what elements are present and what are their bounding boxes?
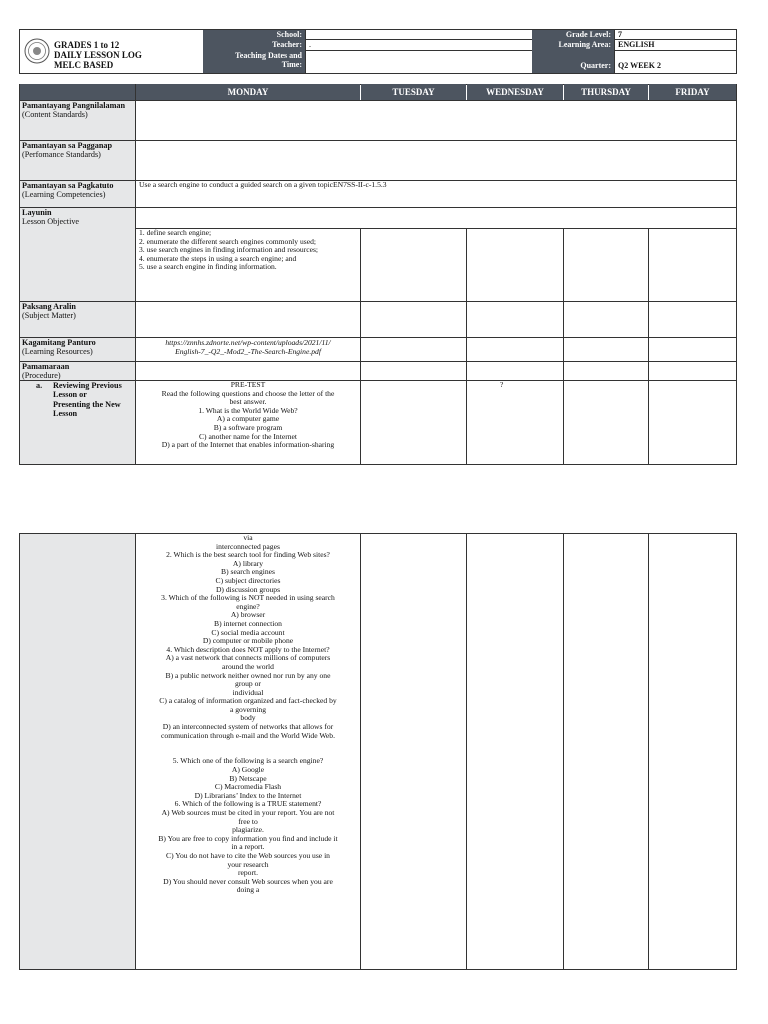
objective-label	[22, 208, 134, 227]
column-divider	[563, 229, 564, 465]
day-header-tuesday: TUESDAY	[361, 84, 466, 100]
resources-subtitle: (Learning Resources)	[22, 347, 93, 357]
pretest-line: individual	[232, 687, 264, 697]
column-divider	[648, 229, 649, 465]
school-label: School:	[203, 30, 305, 40]
pretest-line: 5. Which one of the following is a search engine?	[172, 756, 324, 766]
pretest-line: around the world	[222, 661, 274, 671]
reviewing-letter: a.	[36, 381, 43, 390]
left-column-shading-2	[20, 534, 135, 969]
day-header-wednesday: WEDNESDAY	[467, 84, 563, 100]
subject-matter-title: Paksang Aralin	[22, 302, 76, 311]
pretest-line: A) browser	[230, 610, 266, 620]
pretest-line: B) internet connection	[214, 618, 282, 628]
pretest-line: body	[240, 713, 256, 723]
objective-item: 1. define search engine;	[139, 228, 212, 237]
objective-item: 4. enumerate the steps in using a search engine; and	[139, 253, 297, 263]
pretest-line: B) search engines	[221, 567, 275, 577]
day-header-monday: MONDAY	[136, 84, 360, 100]
pretest-line: a governing	[229, 704, 267, 714]
pretest-page-1	[137, 381, 359, 450]
column-divider	[466, 229, 467, 465]
pretest-line: B) Netscape	[229, 773, 267, 783]
reviewing-title-line-1: Reviewing Previous	[53, 381, 122, 390]
resources-label	[22, 338, 134, 357]
pretest-line: B) a software program	[213, 422, 283, 432]
pretest-line: A) a vast network that connects millions of computers	[165, 653, 331, 663]
column-divider	[360, 229, 361, 465]
pretest-line: interconnected pages	[216, 541, 280, 551]
content-standards-label	[22, 101, 134, 120]
reviewing-title-line-2: Lesson or	[53, 390, 87, 400]
objective-title: Layunin	[22, 208, 52, 217]
pretest-line: in a report.	[231, 842, 265, 852]
pretest-line: plagiarize.	[232, 825, 264, 835]
pretest-line: best answer.	[229, 397, 267, 407]
grade-level-label: Grade Level:	[532, 30, 614, 40]
column-divider	[563, 533, 564, 970]
pretest-line: your research	[227, 859, 269, 869]
pretest-line: D) You should never consult Web sources when you are	[163, 876, 333, 886]
pretest-line: 4. Which description does NOT apply to the Internet?	[166, 644, 330, 654]
pretest-line: Read the following questions and choose the letter of the	[161, 388, 335, 398]
resources-title: Kagamitang Panturo	[22, 338, 96, 347]
competency-monday-text: Use a search engine to conduct a guided search on a given topicEN7SS-II-c-1.5.3	[139, 180, 387, 189]
objective-subtitle: Lesson Objective	[22, 217, 80, 227]
wednesday-reviewing-mark: ?	[500, 380, 504, 389]
procedure-title: Pamamaraan	[22, 362, 70, 371]
competencies-subtitle: (Learning Competencies)	[22, 190, 106, 200]
pretest-line: 3. Which of the following is NOT needed in using search	[161, 593, 335, 603]
header-title-line-2: DAILY LESSON LOG	[54, 50, 142, 60]
pretest-line: doing a	[236, 885, 260, 895]
pretest-line: 6. Which of the following is a TRUE statement?	[174, 799, 322, 809]
competencies-title: Pamantayan sa Pagkatuto	[22, 181, 114, 190]
day-header-friday: FRIDAY	[649, 84, 736, 100]
procedure-label	[22, 362, 134, 381]
column-divider	[135, 84, 136, 465]
performance-standards-subtitle: (Perfomance Standards)	[22, 150, 101, 160]
subject-matter-label	[22, 302, 134, 321]
resource-link-line-1[interactable]: https://znnhs.zdnorte.net/wp-content/uploads/2021/11/	[165, 338, 331, 347]
pretest-line: C) a catalog of information organized and fact-checked by	[159, 696, 337, 706]
school-value	[305, 30, 532, 40]
pretest-line: via	[243, 533, 253, 542]
pretest-line: C) You do not have to cite the Web sources you use in	[166, 850, 330, 860]
pretest-line: A) Google	[231, 765, 265, 775]
pretest-line: D) an interconnected system of networks that allows for	[162, 722, 334, 732]
quarter-label: Quarter:	[532, 51, 614, 73]
dll-header	[19, 29, 737, 74]
deped-seal-icon	[24, 38, 50, 64]
pretest-line: 2. Which is the best search tool for finding Web sites?	[166, 550, 330, 560]
objective-item: 3. use search engines in finding information and resources;	[139, 245, 319, 255]
grade-level-value: 7	[614, 30, 737, 40]
column-divider	[466, 533, 467, 970]
teacher-value: .	[305, 40, 532, 51]
learning-area-value: ENGLISH	[614, 40, 737, 51]
pretest-line: 1. What is the World Wide Web?	[198, 405, 298, 415]
dates-label-line-1: Teaching Dates and	[235, 51, 302, 60]
pretest-line: engine?	[236, 601, 260, 611]
column-divider	[360, 533, 361, 970]
subject-matter-subtitle: (Subject Matter)	[22, 311, 76, 321]
day-header-thursday: THURSDAY	[564, 84, 648, 100]
reviewing-title-line-4: Lesson	[53, 409, 78, 419]
pretest-line: D) computer or mobile phone	[202, 636, 294, 646]
pretest-line: D) Librarians’ Index to the Internet	[194, 790, 302, 800]
resource-link-line-2[interactable]: English-7_-Q2_-Mod2_-The-Search-Engine.pdf	[175, 346, 321, 356]
header-title-line-3: MELC BASED	[54, 60, 114, 70]
pretest-page-2	[137, 534, 359, 895]
pretest-line: B) a public network neither owned nor run by any one	[165, 670, 331, 680]
pretest-line: A) a computer game	[216, 414, 280, 424]
pretest-line: C) another name for the Internet	[198, 431, 298, 441]
pretest-line: communication through e-mail and the World Wide Web.	[161, 730, 335, 740]
resource-link[interactable]	[137, 339, 359, 356]
header-title-line-1: GRADES 1 to 12	[54, 40, 120, 50]
dates-label	[203, 51, 305, 73]
pretest-line: A) library	[232, 558, 264, 568]
pretest-line: C) Macromedia Flash	[214, 782, 282, 792]
dates-value	[305, 51, 532, 73]
dates-label-line-2: Time:	[281, 60, 302, 69]
quarter-value: Q2 WEEK 2	[614, 51, 737, 73]
content-standards-subtitle: (Content Standards)	[22, 110, 88, 120]
day-header-blank	[20, 84, 136, 100]
pretest-line: D) a part of the Internet that enables information-sharing	[161, 440, 335, 450]
objectives-list	[139, 229, 318, 272]
column-divider	[648, 533, 649, 970]
pretest-line: report.	[237, 868, 259, 878]
pretest-line: A) Web sources must be cited in your report. You are not	[161, 808, 335, 817]
pretest-line: group or	[235, 679, 261, 689]
learning-area-label: Learning Area:	[532, 40, 614, 51]
pretest-line: PRE-TEST	[230, 380, 266, 389]
pretest-line: D) discussion groups	[215, 584, 281, 594]
objective-item: 5. use a search engine in finding information.	[139, 262, 277, 272]
reviewing-label	[53, 381, 135, 419]
pretest-line: free to	[238, 816, 258, 826]
reviewing-title-line-3: Presenting the New	[53, 399, 121, 409]
performance-standards-title: Pamantayan sa Pagganap	[22, 141, 113, 150]
content-standards-title: Pamantayang Pangnilalaman	[22, 101, 126, 110]
performance-standards-label	[22, 141, 134, 160]
pretest-line: C) social media account	[211, 627, 285, 637]
pretest-line: C) subject directories	[215, 575, 281, 585]
column-divider	[135, 533, 136, 970]
objective-item: 2. enumerate the different search engines commonly used;	[139, 236, 316, 246]
procedure-subtitle: (Procedure)	[22, 371, 61, 381]
teacher-label: Teacher:	[203, 40, 305, 51]
competencies-label	[22, 181, 134, 200]
pretest-line: B) You are free to copy information you find and include it	[158, 833, 338, 843]
